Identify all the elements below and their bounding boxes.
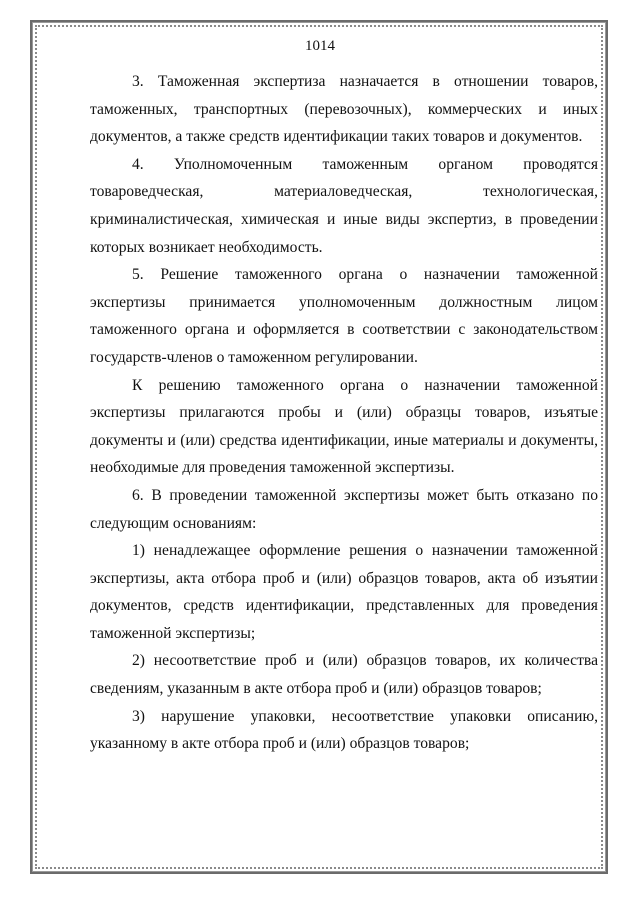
paragraph-subitem-1: 1) ненадлежащее оформление решения о назначении таможенной экспертизы, акта отбора проб и (или) образцов товаров, акта об изъятии документов, средств идентификации, представленных для проведения таможенной экспертизы; bbox=[90, 542, 598, 642]
paragraph-subitem-3: 3) нарушение упаковки, несоответствие упаковки описанию, указанному в акте отбора проб и (или) образцов товаров; bbox=[90, 707, 598, 753]
paragraph-item-4: 4. Уполномоченным таможенным органом проводятся товароведческая, материаловедческая, технологическая, криминалистическая, химическая и иные виды экспертиз, в проведении которых возникает необходимость. bbox=[90, 155, 598, 256]
paragraph-attachments: К решению таможенного органа о назначении таможенной экспертизы прилагаются пробы и (или) образцы товаров, изъятые документы и (или) средства идентификации, иные материалы и документы, необходимые для проведения таможенной экспертизы. bbox=[90, 376, 598, 477]
paragraph-subitem-2: 2) несоответствие проб и (или) образцов товаров, их количества сведениям, указанным в акте отбора проб и (или) образцов товаров; bbox=[90, 652, 598, 698]
paragraph-item-6: 6. В проведении таможенной экспертизы может быть отказано по следующим основаниям: bbox=[90, 486, 598, 532]
document-body bbox=[90, 68, 598, 758]
page-number: 1014 bbox=[305, 38, 335, 54]
paragraph-item-5: 5. Решение таможенного органа о назначении таможенной экспертизы принимается уполномоченным должностным лицом таможенного органа и оформляется в соответствии с законодательством государств-членов о таможенном регулировании. bbox=[90, 266, 598, 366]
paragraph-item-3: 3. Таможенная экспертиза назначается в отношении товаров, таможенных, транспортных (перевозочных), коммерческих и иных документов, а также средств идентификации таких товаров и документов. bbox=[90, 73, 598, 146]
